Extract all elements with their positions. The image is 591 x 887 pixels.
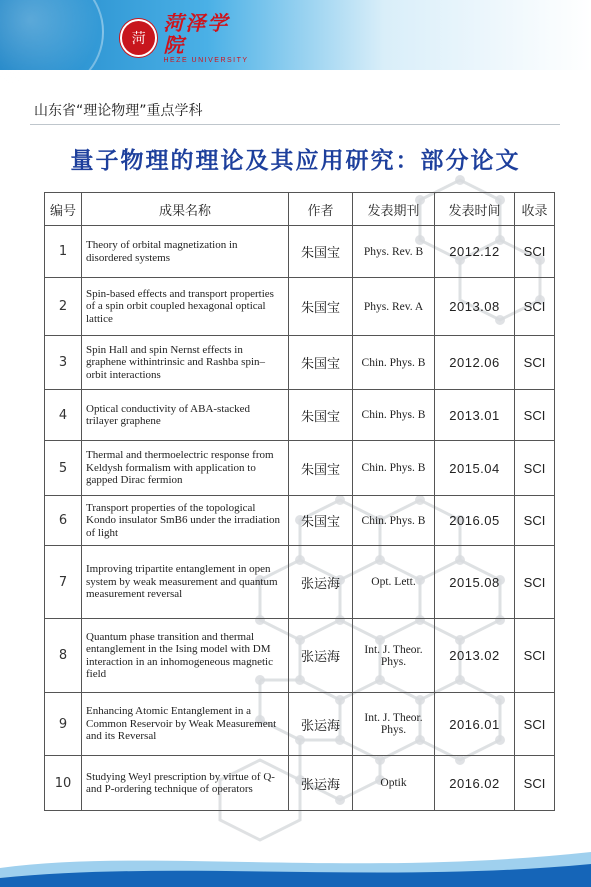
table-row: [45, 546, 555, 619]
row-journal: Phys. Rev. B: [353, 226, 435, 278]
header-title: 成果名称: [82, 193, 289, 226]
row-num: 9: [45, 693, 82, 756]
row-title: Improving tripartite entanglement in open system by weak measurement and quantum measurement reversal: [82, 546, 289, 619]
row-title: Transport properties of the topological Kondo insulator SmB6 under the irradiation of light: [82, 496, 289, 546]
row-num: 10: [45, 756, 82, 811]
row-title: Studying Weyl prescription by virtue of Q- and P-ordering technique of operators: [82, 756, 289, 811]
table-row: [45, 756, 555, 811]
row-journal: Optik: [353, 756, 435, 811]
row-date: 2016.01: [435, 693, 515, 756]
logo-english-name: HEZE UNIVERSITY: [163, 56, 249, 64]
row-author: 朱国宝: [289, 496, 353, 546]
row-journal: Chin. Phys. B: [353, 496, 435, 546]
table-row: [45, 226, 555, 278]
row-title: Optical conductivity of ABA-stacked trilayer graphene: [82, 390, 289, 441]
logo-chinese-name: 菏泽学院: [163, 10, 230, 57]
row-journal: Int. J. Theor. Phys.: [353, 693, 435, 756]
row-num: 8: [45, 619, 82, 693]
header-divider: [30, 124, 560, 125]
row-author: 张运海: [289, 546, 353, 619]
row-title: Quantum phase transition and thermal entanglement in the Ising model with DM interaction in an inhomogeneous magnetic field: [82, 619, 289, 693]
row-author: 朱国宝: [289, 441, 353, 496]
row-author: 张运海: [289, 619, 353, 693]
table-row: [45, 693, 555, 756]
page-title: 量子物理的理论及其应用研究：部分论文: [70, 148, 521, 174]
row-index: SCI: [515, 546, 555, 619]
row-num: 3: [45, 336, 82, 390]
table-row: [45, 441, 555, 496]
header-num: 编号: [45, 193, 82, 226]
row-date: 2015.08: [435, 546, 515, 619]
row-title: Spin Hall and spin Nernst effects in graphene withintrinsic and Rashba spin–orbit interactions: [82, 336, 289, 390]
row-author: 朱国宝: [289, 336, 353, 390]
row-index: SCI: [515, 390, 555, 441]
row-date: 2013.08: [435, 278, 515, 336]
row-index: SCI: [515, 756, 555, 811]
row-title: Enhancing Atomic Entanglement in a Common Reservoir by Weak Measurement and its Reversal: [82, 693, 289, 756]
row-title: Thermal and thermoelectric response from Keldysh formalism with application to gapped Dirac fermion: [82, 441, 289, 496]
row-title: Theory of orbital magnetization in disordered systems: [82, 226, 289, 278]
row-journal: Chin. Phys. B: [353, 336, 435, 390]
row-num: 7: [45, 546, 82, 619]
table-row: [45, 619, 555, 693]
row-index: SCI: [515, 226, 555, 278]
row-date: 2015.04: [435, 441, 515, 496]
row-journal: Opt. Lett.: [353, 546, 435, 619]
row-index: SCI: [515, 619, 555, 693]
row-num: 5: [45, 441, 82, 496]
row-journal: Chin. Phys. B: [353, 441, 435, 496]
row-index: SCI: [515, 693, 555, 756]
row-num: 2: [45, 278, 82, 336]
row-author: 张运海: [289, 693, 353, 756]
header-author: 作者: [289, 193, 353, 226]
row-date: 2012.06: [435, 336, 515, 390]
row-date: 2012.12: [435, 226, 515, 278]
row-index: SCI: [515, 496, 555, 546]
row-date: 2016.05: [435, 496, 515, 546]
row-index: SCI: [515, 336, 555, 390]
row-index: SCI: [515, 278, 555, 336]
subject-line: 山东省“理论物理”重点学科: [34, 103, 203, 119]
row-author: 朱国宝: [289, 390, 353, 441]
table-row: [45, 390, 555, 441]
row-date: 2016.02: [435, 756, 515, 811]
row-num: 1: [45, 226, 82, 278]
row-author: 朱国宝: [289, 278, 353, 336]
header-date: 发表时间: [435, 193, 515, 226]
papers-table: [44, 192, 555, 811]
row-author: 张运海: [289, 756, 353, 811]
row-date: 2013.02: [435, 619, 515, 693]
row-journal: Phys. Rev. A: [353, 278, 435, 336]
header-index: 收录: [515, 193, 555, 226]
row-num: 6: [45, 496, 82, 546]
table-row: [45, 496, 555, 546]
row-date: 2013.01: [435, 390, 515, 441]
row-index: SCI: [515, 441, 555, 496]
header-journal: 发表期刊: [353, 193, 435, 226]
table-row: [45, 336, 555, 390]
row-author: 朱国宝: [289, 226, 353, 278]
table-header-row: [45, 193, 555, 226]
row-num: 4: [45, 390, 82, 441]
row-title: Spin-based effects and transport properties of a spin orbit coupled hexagonal optical lattice: [82, 278, 289, 336]
table-row: [45, 278, 555, 336]
row-journal: Int. J. Theor. Phys.: [353, 619, 435, 693]
footer-wave: [0, 838, 591, 887]
row-journal: Chin. Phys. B: [353, 390, 435, 441]
seal-glyph: 菏: [131, 31, 146, 47]
